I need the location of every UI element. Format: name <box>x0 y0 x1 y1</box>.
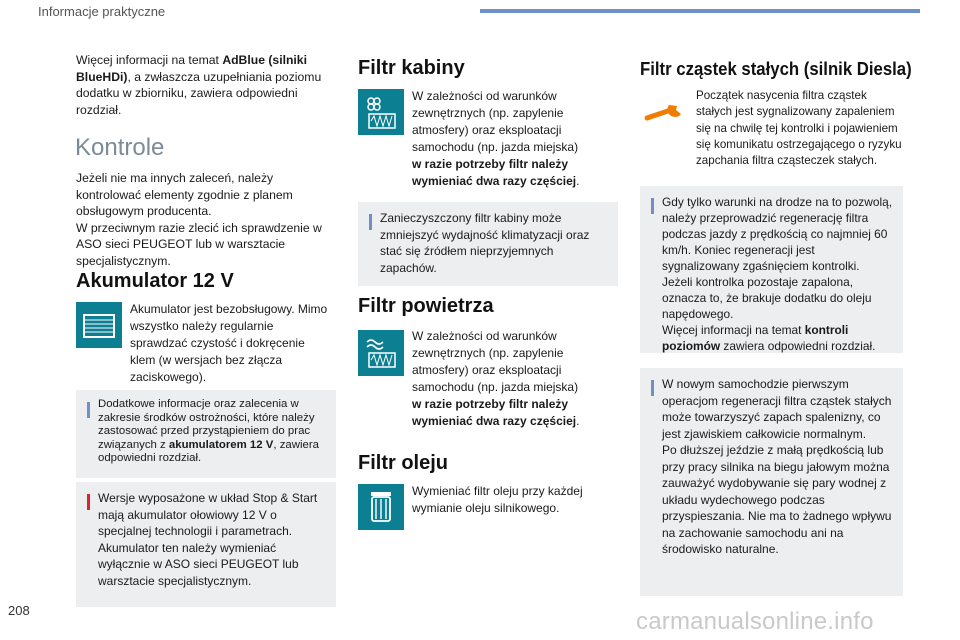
kontrole-text: Jeżeli nie ma innych zaleceń, należy kontrolować elementy zgodnie z planem obsługowym producenta. W przeciwnym razie zlecić ich sprawdzenie w ASO sieci PEUGEOT lub w warsztacie specjalistycznym. <box>76 171 322 268</box>
wrench-icon <box>643 96 689 126</box>
filtr-powietrza-text: W zależności od warunków zewnętrznych (np. zapylenie atmosfery) oraz eksploatacji samochodu (np. jazda miejska) w razie potrzeby filtr należy wymieniać dwa razy częściej. <box>412 329 580 428</box>
info-bar-icon <box>651 198 654 214</box>
info-box-battery: Dodatkowe informacje oraz zalecenia w zakresie środków ostrożności, które należy zastosować przed przystąpieniem do prac związanych z akumulatorem 12 V, zawiera odpowiedni rozdział. <box>76 390 336 478</box>
page-number: 208 <box>8 603 30 618</box>
filtr-oleju-text: Wymieniać filtr oleju przy każdej wymianie oleju silnikowego. <box>412 484 583 515</box>
watermark: carmanualsonline.info <box>636 608 874 635</box>
warning-bar-icon <box>87 494 90 510</box>
air-filter-icon <box>358 330 404 376</box>
info-box-new-vehicle: W nowym samochodzie pierwszym operacjom regeneracji filtra cząstek stałych może towarzyszyć zapach spalenizny, co jest zjawiskiem całkowicie normalnym. Po dłuższej jeździe z małą prędkością lub przy pracy silnika na biegu jałowym można zauważyć wydobywanie się pary wodnej z układu wydechowego podczas przyspieszania. Nie ma to żadnego wpływu na zachowanie samochodu ani na środowisko naturalne. <box>640 368 903 596</box>
cabin-filter-icon <box>358 89 404 135</box>
info-box-cabin: Zanieczyszczony filtr kabiny może zmniejszyć wydajność klimatyzacji oraz stać się źródłem nieprzyjemnych zapachów. <box>358 202 618 286</box>
header-accent-bar <box>480 9 920 13</box>
info-bar-icon <box>87 402 90 418</box>
info-box-regeneration: Gdy tylko warunki na drodze na to pozwolą, należy przeprowadzić regenerację filtra podczas jazdy z prędkością co najmniej 60 km/h. Koniec regeneracji jest sygnalizowany zgaśnięciem kontrolki. Jeżeli kontrolka pozostaje zapalona, oznacza to, że brakuje dodatku do oleju napędowego. Więcej informacji na temat kontroli poziomów zawiera odpowiedni rozdział. <box>640 186 903 353</box>
filtr-powietrza-title: Filtr powietrza <box>358 295 494 317</box>
intro-adblue: Więcej informacji na temat AdBlue (silniki BlueHDi), a zwłaszcza uzupełniania poziomu dodatku w zbiorniku, zawiera odpowiedni rozdział. <box>76 53 322 117</box>
oil-filter-icon <box>358 484 404 530</box>
fap-title: Filtr cząstek stałych (silnik Diesla) <box>640 59 912 79</box>
akumulator-text: Akumulator jest bezobsługowy. Mimo wszystko należy regularnie sprawdzać czystość i dokręcenie klem (w wersjach bez złącza zaciskowego). <box>130 302 328 384</box>
warning-box-stopstart: Wersje wyposażone w układ Stop & Start mają akumulator ołowiowy 12 V o specjalnej technologii i parametrach. Akumulator ten należy wymieniać wyłącznie w ASO sieci PEUGEOT lub warsztacie specjalistycznym. <box>76 482 336 607</box>
kontrole-title: Kontrole <box>75 134 165 161</box>
battery-icon <box>76 302 122 348</box>
section-header: Informacje praktyczne <box>38 4 166 19</box>
info-bar-icon <box>651 380 654 396</box>
filtr-kabiny-title: Filtr kabiny <box>358 57 465 79</box>
filtr-oleju-title: Filtr oleju <box>358 452 448 474</box>
info-bar-icon <box>369 214 372 230</box>
filtr-kabiny-text: W zależności od warunków zewnętrznych (np. zapylenie atmosfery) oraz eksploatacji samochodu (np. jazda miejska) w razie potrzeby filtr należy wymieniać dwa razy częściej. <box>412 89 580 188</box>
fap-intro-text: Początek nasycenia filtra cząstek stałych jest sygnalizowany zapaleniem się na chwilę tej kontrolki i pojawieniem się komunikatu ostrzegającego o ryzyku zapchania filtra cząsteczek stałych. <box>696 89 902 168</box>
akumulator-title: Akumulator 12 V <box>76 270 234 292</box>
